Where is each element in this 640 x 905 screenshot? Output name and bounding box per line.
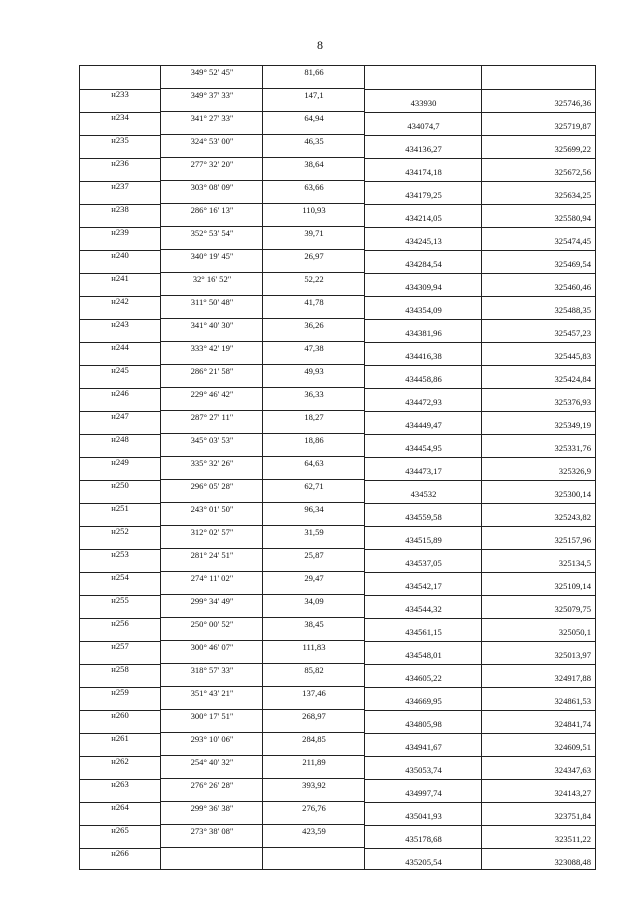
point-name: н262 bbox=[111, 756, 129, 766]
segment-length: 36,33 bbox=[304, 388, 324, 399]
bearing-angle: 300° 17' 51" bbox=[190, 710, 234, 721]
row-divider bbox=[364, 595, 595, 596]
coordinates-table bbox=[79, 65, 596, 870]
point-name: н245 bbox=[111, 365, 129, 375]
coordinate-x: 434214,05 bbox=[405, 213, 442, 223]
row-divider bbox=[364, 848, 595, 849]
coordinate-y: 325349,19 bbox=[554, 420, 591, 430]
row-divider bbox=[160, 88, 364, 89]
coordinate-x: 435178,68 bbox=[405, 834, 442, 844]
row-divider bbox=[160, 318, 364, 319]
coordinate-y: 325469,54 bbox=[554, 259, 591, 269]
segment-length: 137,46 bbox=[302, 687, 326, 698]
point-name: н256 bbox=[111, 618, 129, 628]
bearing-angle: 273° 38' 08" bbox=[190, 825, 234, 836]
point-name: н259 bbox=[111, 687, 129, 697]
coordinate-x: 434605,22 bbox=[405, 673, 442, 683]
segment-length: 268,97 bbox=[302, 710, 326, 721]
coordinate-y: 325013,97 bbox=[554, 650, 591, 660]
bearing-angle: 276° 26' 28" bbox=[190, 779, 234, 790]
row-divider bbox=[364, 319, 595, 320]
coordinate-y: 325474,45 bbox=[554, 236, 591, 246]
point-name: н248 bbox=[111, 434, 129, 444]
bearing-angle: 274° 11' 02" bbox=[190, 572, 234, 583]
row-divider bbox=[364, 434, 595, 435]
segment-length: 64,63 bbox=[304, 457, 324, 468]
segment-length: 393,92 bbox=[302, 779, 326, 790]
point-name: н251 bbox=[111, 503, 129, 513]
bearing-angle: 250° 00' 52" bbox=[190, 618, 234, 629]
row-divider bbox=[364, 250, 595, 251]
segment-length: 284,85 bbox=[302, 733, 326, 744]
row-divider bbox=[160, 111, 364, 112]
point-name: н257 bbox=[111, 641, 129, 651]
row-divider bbox=[160, 180, 364, 181]
coordinate-y: 324609,51 bbox=[554, 742, 591, 752]
bearing-angle: 281° 24' 51" bbox=[190, 549, 234, 560]
coordinate-x: 434381,96 bbox=[405, 328, 442, 338]
coordinate-x: 434559,58 bbox=[405, 512, 442, 522]
bearing-angle: 345° 03' 53" bbox=[190, 434, 234, 445]
point-name: н246 bbox=[111, 388, 129, 398]
row-divider bbox=[160, 456, 364, 457]
row-divider bbox=[364, 641, 595, 642]
coordinate-y: 325300,14 bbox=[554, 489, 591, 499]
coordinate-x: 434074,7 bbox=[407, 121, 440, 131]
row-divider bbox=[160, 755, 364, 756]
coordinate-x: 434174,18 bbox=[405, 167, 442, 177]
bearing-angle: 293° 10' 06" bbox=[190, 733, 234, 744]
row-divider bbox=[364, 296, 595, 297]
point-name: н242 bbox=[111, 296, 129, 306]
coordinate-y: 325157,96 bbox=[554, 535, 591, 545]
row-divider bbox=[364, 135, 595, 136]
coordinate-y: 325460,46 bbox=[554, 282, 591, 292]
row-divider bbox=[364, 89, 595, 90]
row-divider bbox=[364, 664, 595, 665]
segment-length: 147,1 bbox=[304, 89, 324, 100]
row-divider bbox=[364, 756, 595, 757]
coordinate-x: 434544,32 bbox=[405, 604, 442, 614]
row-divider bbox=[364, 204, 595, 205]
bearing-angle: 243° 01' 50" bbox=[190, 503, 234, 514]
row-divider bbox=[160, 640, 364, 641]
coordinate-y: 325445,83 bbox=[554, 351, 591, 361]
segment-length: 64,94 bbox=[304, 112, 324, 123]
segment-length: 34,09 bbox=[304, 595, 324, 606]
column-divider bbox=[262, 66, 263, 869]
segment-length: 38,45 bbox=[304, 618, 324, 629]
row-divider bbox=[364, 779, 595, 780]
coordinate-y: 325050,1 bbox=[558, 627, 591, 637]
coordinate-y: 325243,82 bbox=[554, 512, 591, 522]
coordinate-x: 435205,54 bbox=[405, 857, 442, 867]
segment-length: 36,26 bbox=[304, 319, 324, 330]
point-name: н241 bbox=[111, 273, 129, 283]
row-divider bbox=[364, 618, 595, 619]
row-divider bbox=[160, 203, 364, 204]
point-name: н234 bbox=[111, 112, 129, 122]
segment-length: 110,93 bbox=[302, 204, 326, 215]
row-divider bbox=[364, 342, 595, 343]
point-name: н235 bbox=[111, 135, 129, 145]
row-divider bbox=[160, 226, 364, 227]
bearing-angle: 333° 42' 19" bbox=[190, 342, 234, 353]
row-divider bbox=[160, 249, 364, 250]
coordinate-x: 435041,93 bbox=[405, 811, 442, 821]
row-divider bbox=[364, 112, 595, 113]
row-divider bbox=[364, 526, 595, 527]
row-divider bbox=[160, 341, 364, 342]
point-name: н249 bbox=[111, 457, 129, 467]
coordinate-y: 325580,94 bbox=[554, 213, 591, 223]
bearing-angle: 341° 27' 33" bbox=[190, 112, 234, 123]
point-name: н238 bbox=[111, 204, 129, 214]
coordinate-x: 434537,05 bbox=[405, 558, 442, 568]
coordinate-y: 325326,9 bbox=[558, 466, 591, 476]
row-divider bbox=[364, 687, 595, 688]
bearing-angle: 287° 27' 11" bbox=[190, 411, 234, 422]
point-name: н236 bbox=[111, 158, 129, 168]
coordinate-y: 325746,36 bbox=[554, 98, 591, 108]
coordinate-y: 324143,27 bbox=[554, 788, 591, 798]
bearing-angle: 300° 46' 07" bbox=[190, 641, 234, 652]
coordinate-x: 434449,47 bbox=[405, 420, 442, 430]
coordinate-x: 434284,54 bbox=[405, 259, 442, 269]
point-name: н239 bbox=[111, 227, 129, 237]
row-divider bbox=[364, 549, 595, 550]
coordinate-x: 434669,95 bbox=[405, 696, 442, 706]
point-name: н258 bbox=[111, 664, 129, 674]
segment-length: 31,59 bbox=[304, 526, 324, 537]
coordinate-x: 434997,74 bbox=[405, 788, 442, 798]
coordinate-y: 324917,88 bbox=[554, 673, 591, 683]
bearing-angle: 312° 02' 57" bbox=[190, 526, 234, 537]
point-name: н250 bbox=[111, 480, 129, 490]
bearing-angle: 311° 50' 48" bbox=[190, 296, 234, 307]
coordinate-x: 434454,95 bbox=[405, 443, 442, 453]
bearing-angle: 32° 16' 52" bbox=[192, 273, 232, 284]
bearing-angle: 351° 43' 21" bbox=[190, 687, 234, 698]
row-divider bbox=[160, 594, 364, 595]
row-divider bbox=[160, 617, 364, 618]
row-divider bbox=[160, 709, 364, 710]
coordinate-y: 325079,75 bbox=[554, 604, 591, 614]
row-divider bbox=[160, 548, 364, 549]
point-name: н254 bbox=[111, 572, 129, 582]
row-divider bbox=[364, 572, 595, 573]
segment-length: 62,71 bbox=[304, 480, 324, 491]
coordinate-y: 323511,22 bbox=[554, 834, 591, 844]
segment-length: 96,34 bbox=[304, 503, 324, 514]
row-divider bbox=[160, 295, 364, 296]
coordinate-x: 434136,27 bbox=[405, 144, 442, 154]
row-divider bbox=[160, 686, 364, 687]
row-divider bbox=[160, 157, 364, 158]
row-divider bbox=[160, 134, 364, 135]
row-divider bbox=[364, 825, 595, 826]
bearing-angle: 299° 34' 49" bbox=[190, 595, 234, 606]
coordinate-x: 433930 bbox=[410, 98, 437, 108]
bearing-angle: 277° 32' 20" bbox=[190, 158, 234, 169]
row-divider bbox=[364, 503, 595, 504]
coordinate-y: 325376,93 bbox=[554, 397, 591, 407]
coordinate-y: 325699,22 bbox=[554, 144, 591, 154]
point-name: н243 bbox=[111, 319, 129, 329]
coordinate-x: 434179,25 bbox=[405, 190, 442, 200]
point-name: н247 bbox=[111, 411, 129, 421]
point-name: н264 bbox=[111, 802, 129, 812]
coordinate-x: 434941,67 bbox=[405, 742, 442, 752]
bearing-angle: 349° 37' 33" bbox=[190, 89, 234, 100]
coordinate-y: 325672,56 bbox=[554, 167, 591, 177]
row-divider bbox=[364, 181, 595, 182]
coordinate-y: 325109,14 bbox=[554, 581, 591, 591]
row-divider bbox=[364, 365, 595, 366]
coordinate-x: 434548,01 bbox=[405, 650, 442, 660]
bearing-angle: 324° 53' 00" bbox=[190, 135, 234, 146]
coordinate-x: 434458,86 bbox=[405, 374, 442, 384]
coordinate-y: 325424,84 bbox=[554, 374, 591, 384]
coordinate-y: 325488,35 bbox=[554, 305, 591, 315]
bearing-angle: 335° 32' 26" bbox=[190, 457, 234, 468]
segment-length: 38,64 bbox=[304, 158, 324, 169]
row-divider bbox=[364, 710, 595, 711]
segment-length: 29,47 bbox=[304, 572, 324, 583]
segment-length: 423,59 bbox=[302, 825, 326, 836]
point-name: н253 bbox=[111, 549, 129, 559]
coordinate-y: 325719,87 bbox=[554, 121, 591, 131]
segment-length: 63,66 bbox=[304, 181, 324, 192]
column-divider bbox=[160, 66, 161, 869]
row-divider bbox=[160, 479, 364, 480]
segment-length: 81,66 bbox=[304, 66, 324, 77]
coordinate-y: 325457,23 bbox=[554, 328, 591, 338]
segment-length: 26,97 bbox=[304, 250, 324, 261]
coordinate-x: 435053,74 bbox=[405, 765, 442, 775]
segment-length: 211,89 bbox=[302, 756, 326, 767]
coordinate-x: 434532 bbox=[410, 489, 437, 499]
coordinate-x: 434245,13 bbox=[405, 236, 442, 246]
row-divider bbox=[160, 502, 364, 503]
coordinate-x: 434473,17 bbox=[405, 466, 442, 476]
segment-length: 18,86 bbox=[304, 434, 324, 445]
coordinate-y: 325134,5 bbox=[558, 558, 591, 568]
bearing-angle: 349° 52' 45" bbox=[190, 66, 234, 77]
coordinate-x: 434416,38 bbox=[405, 351, 442, 361]
row-divider bbox=[160, 824, 364, 825]
row-divider bbox=[364, 733, 595, 734]
row-divider bbox=[364, 388, 595, 389]
bearing-angle: 341° 40' 30" bbox=[190, 319, 234, 330]
row-divider bbox=[160, 433, 364, 434]
row-divider bbox=[160, 663, 364, 664]
row-divider bbox=[160, 732, 364, 733]
bearing-angle: 286° 21' 58" bbox=[190, 365, 234, 376]
coordinate-x: 434542,17 bbox=[405, 581, 442, 591]
row-divider bbox=[364, 457, 595, 458]
point-name: н255 bbox=[111, 595, 129, 605]
segment-length: 276,76 bbox=[302, 802, 326, 813]
coordinate-x: 434354,09 bbox=[405, 305, 442, 315]
coordinate-y: 323088,48 bbox=[554, 857, 591, 867]
segment-length: 111,83 bbox=[302, 641, 326, 652]
row-divider bbox=[160, 847, 364, 848]
point-name: н244 bbox=[111, 342, 129, 352]
bearing-angle: 352° 53' 54" bbox=[190, 227, 234, 238]
bearing-angle: 318° 57' 33" bbox=[190, 664, 234, 675]
coordinate-x: 434515,89 bbox=[405, 535, 442, 545]
bearing-angle: 286° 16' 13" bbox=[190, 204, 234, 215]
point-name: н233 bbox=[111, 89, 129, 99]
segment-length: 52,22 bbox=[304, 273, 324, 284]
bearing-angle: 303° 08' 09" bbox=[190, 181, 234, 192]
bearing-angle: 296° 05' 28" bbox=[190, 480, 234, 491]
coordinate-y: 323751,84 bbox=[554, 811, 591, 821]
coordinate-x: 434805,98 bbox=[405, 719, 442, 729]
segment-length: 25,87 bbox=[304, 549, 324, 560]
point-name: н237 bbox=[111, 181, 129, 191]
row-divider bbox=[364, 227, 595, 228]
coordinate-x: 434561,15 bbox=[405, 627, 442, 637]
column-divider bbox=[364, 66, 365, 869]
row-divider bbox=[160, 571, 364, 572]
coordinate-x: 434309,94 bbox=[405, 282, 442, 292]
row-divider bbox=[160, 778, 364, 779]
page-number: 8 bbox=[317, 38, 323, 52]
point-name: н261 bbox=[111, 733, 129, 743]
column-divider bbox=[481, 66, 482, 869]
coordinate-y: 324347,63 bbox=[554, 765, 591, 775]
bearing-angle: 340° 19' 45" bbox=[190, 250, 234, 261]
bearing-angle: 299° 36' 38" bbox=[190, 802, 234, 813]
coordinate-x: 434472,93 bbox=[405, 397, 442, 407]
row-divider bbox=[160, 410, 364, 411]
segment-length: 46,35 bbox=[304, 135, 324, 146]
segment-length: 47,38 bbox=[304, 342, 324, 353]
point-name: н240 bbox=[111, 250, 129, 260]
bearing-angle: 254° 40' 32" bbox=[190, 756, 234, 767]
row-divider bbox=[160, 387, 364, 388]
coordinate-y: 325331,76 bbox=[554, 443, 591, 453]
row-divider bbox=[364, 273, 595, 274]
row-divider bbox=[160, 364, 364, 365]
segment-length: 49,93 bbox=[304, 365, 324, 376]
row-divider bbox=[364, 411, 595, 412]
coordinate-y: 325634,25 bbox=[554, 190, 591, 200]
coordinate-y: 324841,74 bbox=[554, 719, 591, 729]
point-name: н266 bbox=[111, 848, 129, 858]
segment-length: 39,71 bbox=[304, 227, 324, 238]
point-name: н265 bbox=[111, 825, 129, 835]
row-divider bbox=[160, 272, 364, 273]
segment-length: 41,78 bbox=[304, 296, 324, 307]
point-name: н263 bbox=[111, 779, 129, 789]
row-divider bbox=[364, 802, 595, 803]
segment-length: 85,82 bbox=[304, 664, 324, 675]
segment-length: 18,27 bbox=[304, 411, 324, 422]
row-divider bbox=[364, 158, 595, 159]
coordinate-y: 324861,53 bbox=[554, 696, 591, 706]
point-name: н260 bbox=[111, 710, 129, 720]
row-divider bbox=[160, 525, 364, 526]
row-divider bbox=[160, 801, 364, 802]
point-name: н252 bbox=[111, 526, 129, 536]
row-divider bbox=[364, 480, 595, 481]
bearing-angle: 229° 46' 42" bbox=[190, 388, 234, 399]
